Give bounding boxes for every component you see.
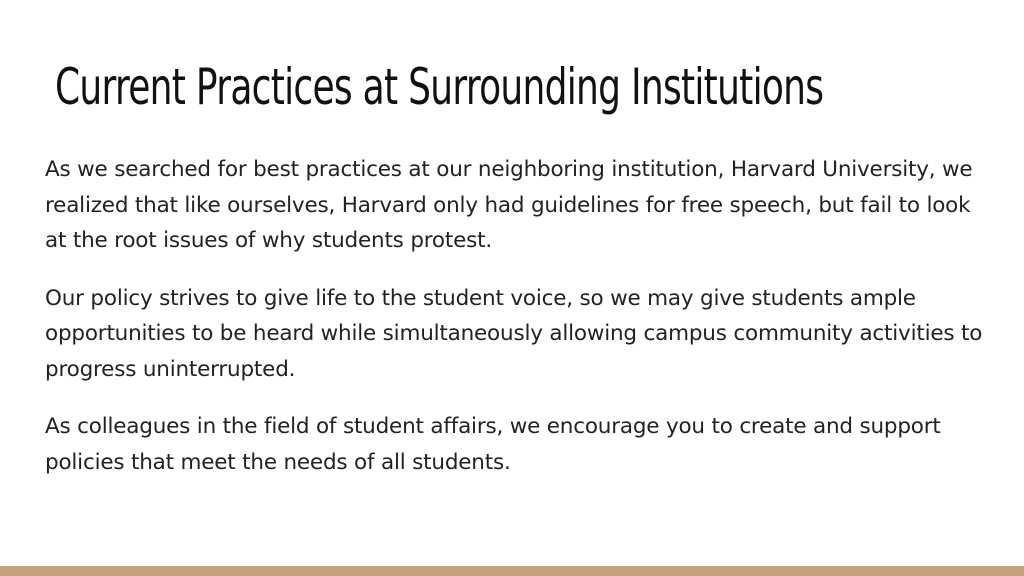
- paragraph-harvard: As we searched for best practices at our neighboring institution, Harvard University, we realized that like ourselves, Harvard only had guidelines for free speech, but fail to look at the root issues of why students protest.: [45, 157, 973, 253]
- paragraph-colleagues: As colleagues in the field of student affairs, we encourage you to create and support policies that meet the needs of all students.: [45, 414, 941, 475]
- paragraph-policy: Our policy strives to give life to the student voice, so we may give students ample opportunities to be heard while simultaneously allowing campus community activities to progress uninterrupted.: [45, 285, 983, 382]
- slide-body: [45, 152, 995, 502]
- slide-title: Current Practices at Surrounding Institutions: [55, 58, 824, 116]
- footer-accent-bar: [0, 566, 1024, 576]
